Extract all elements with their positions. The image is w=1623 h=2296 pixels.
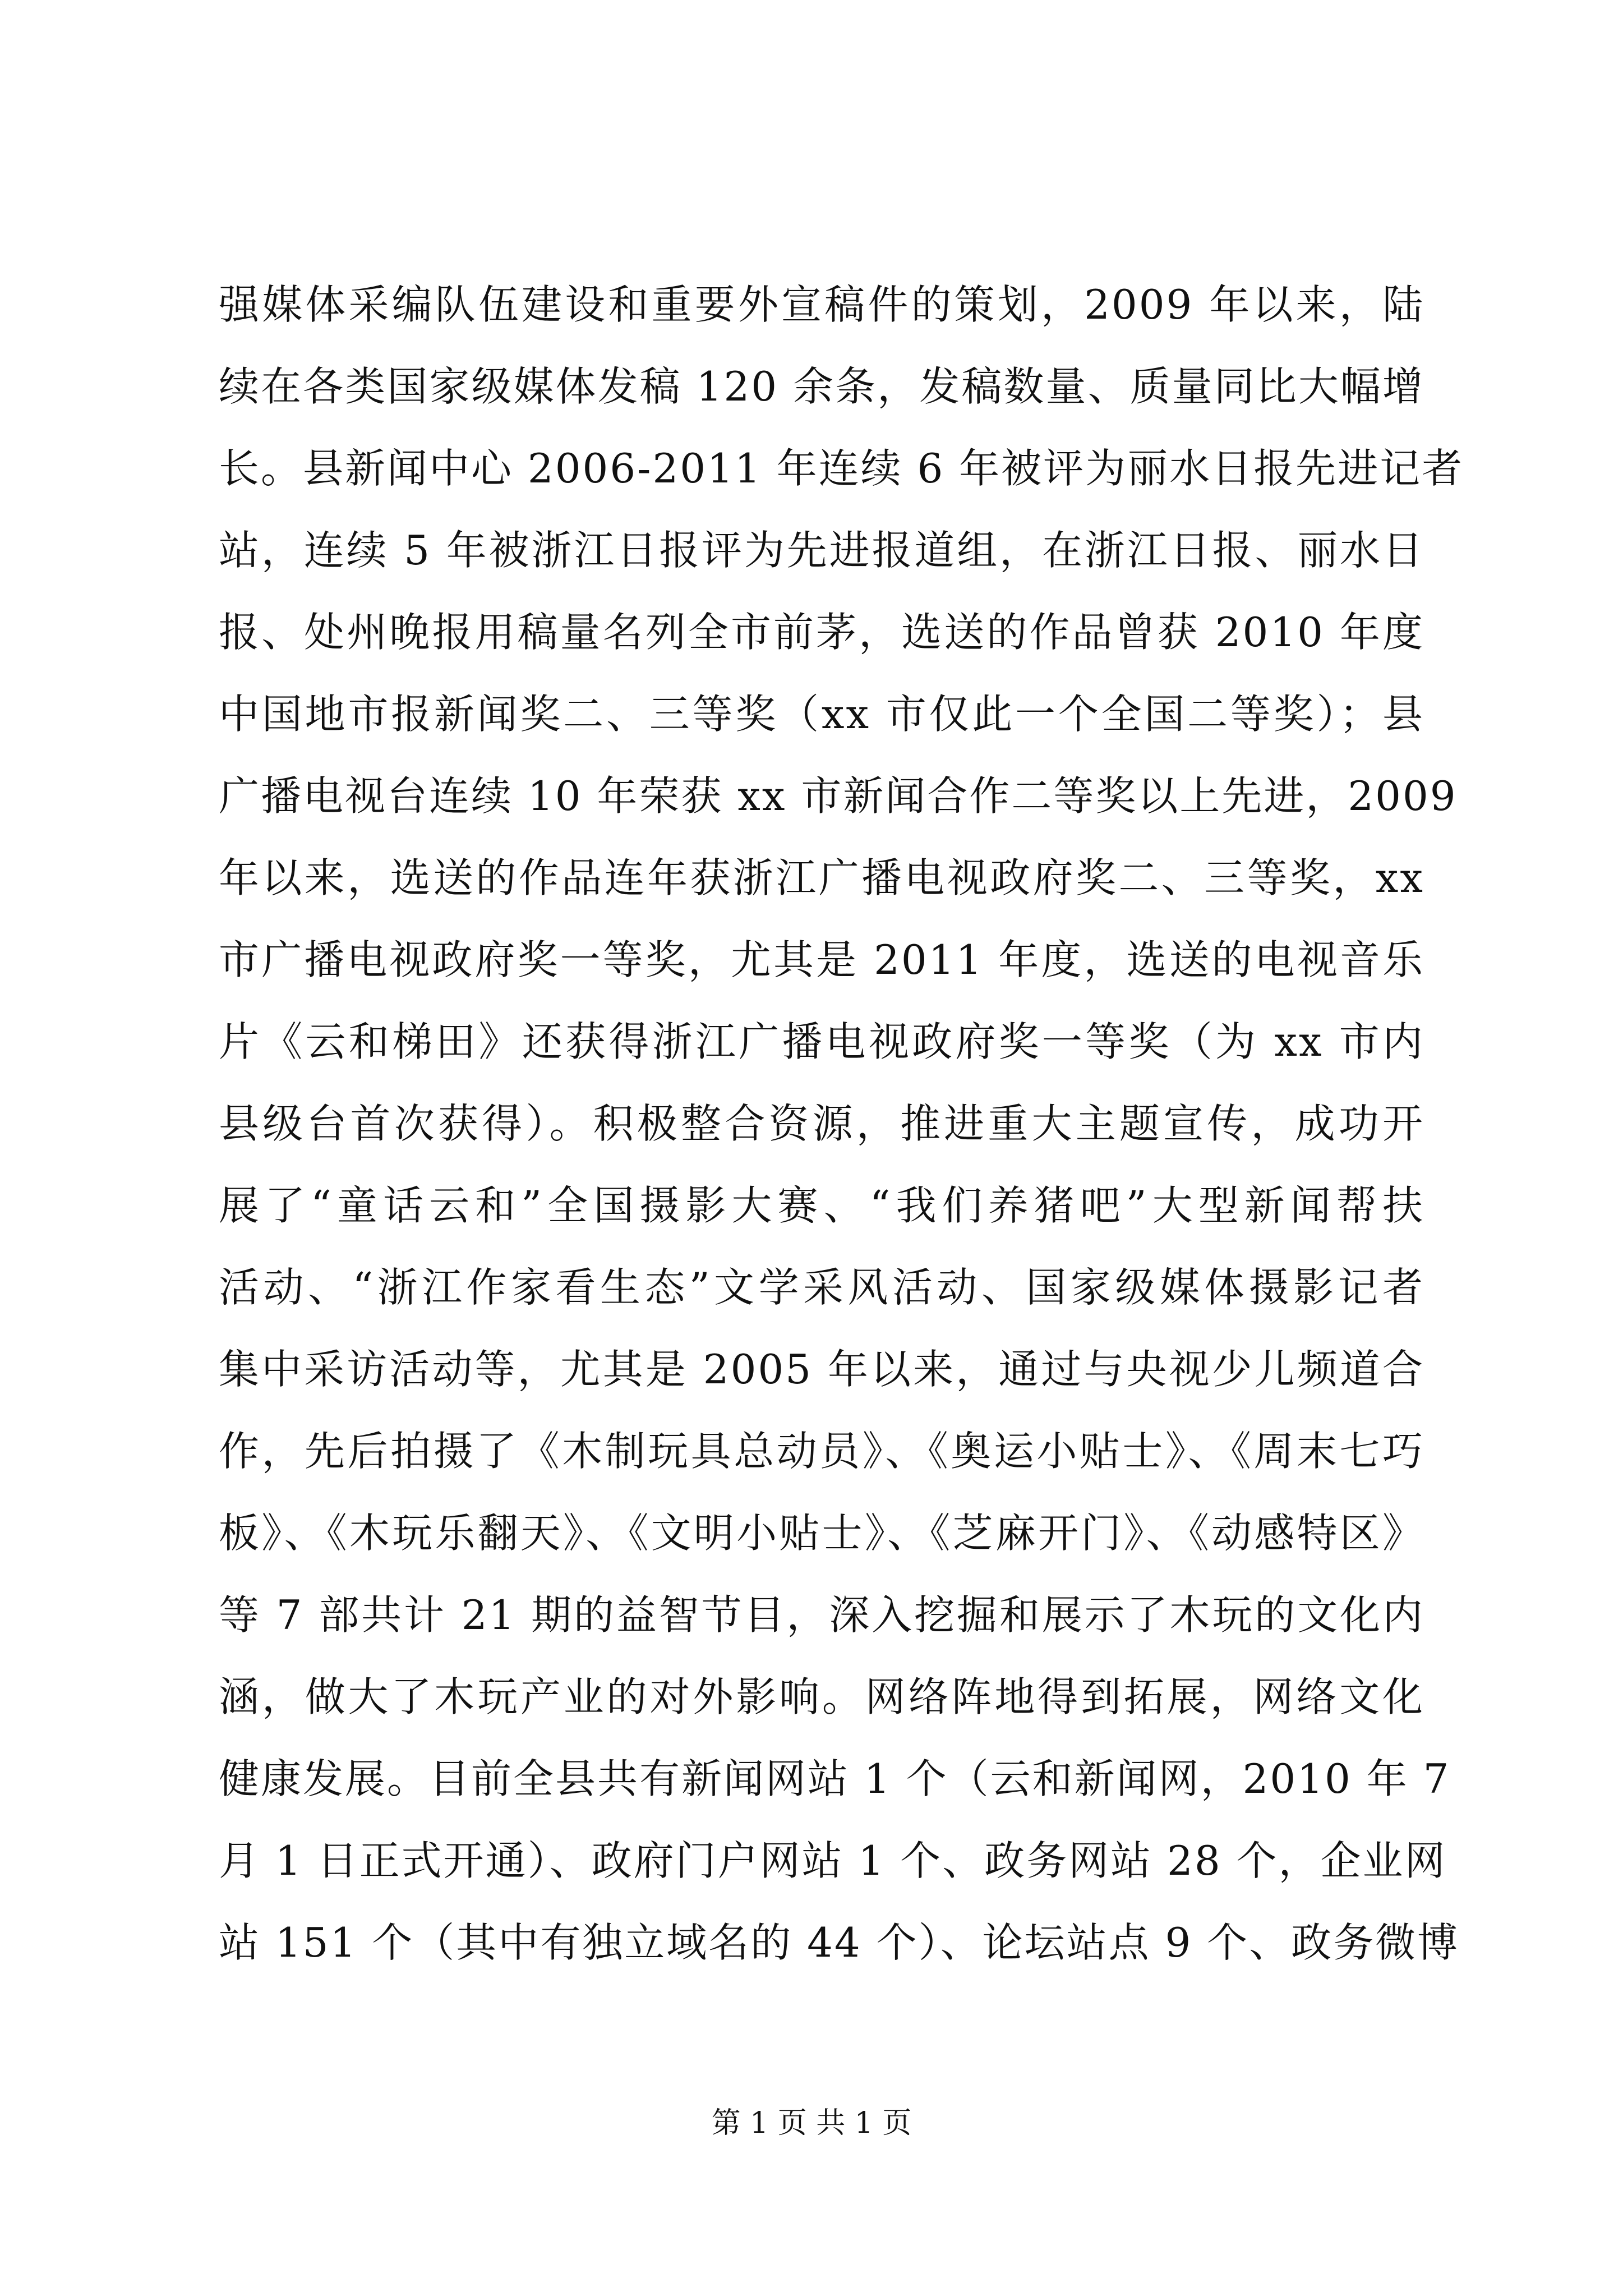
text-line: 月 1 日正式开通）、政府门户网站 1 个、政务网站 28 个，企业网 bbox=[219, 1837, 1447, 1884]
text-line: 续在各类国家级媒体发稿 120 余条，发稿数量、质量同比大幅增 bbox=[219, 363, 1424, 410]
text-line: 等 7 部共计 21 期的益智节目，深入挖掘和展示了木玩的文化内 bbox=[219, 1591, 1424, 1639]
text-line: 报、处州晚报用稿量名列全市前茅，选送的作品曾获 2010 年度 bbox=[219, 609, 1424, 656]
text-line: 集中采访活动等，尤其是 2005 年以来，通过与央视少儿频道合 bbox=[219, 1346, 1424, 1393]
text-line: 市广播电视政府奖一等奖，尤其是 2011 年度，选送的电视音乐 bbox=[219, 936, 1424, 983]
body-paragraph bbox=[219, 264, 1464, 1984]
text-line: 长。县新闻中心 2006-2011 年连续 6 年被评为丽水日报先进记者 bbox=[219, 445, 1464, 492]
text-line: 广播电视台连续 10 年荣获 xx 市新闻合作二等奖以上先进，2009 bbox=[219, 772, 1458, 820]
text-line: 中国地市报新闻奖二、三等奖（xx 市仅此一个全国二等奖）；县 bbox=[219, 691, 1424, 738]
text-line: 作，先后拍摄了《木制玩具总动员》、《奥运小贴士》、《周末七巧 bbox=[219, 1428, 1424, 1475]
text-line: 板》、《木玩乐翻天》、《文明小贴士》、《芝麻开门》、《动感特区》 bbox=[219, 1510, 1424, 1557]
text-line: 活动、“浙江作家看生态”文学采风活动、国家级媒体摄影记者 bbox=[219, 1264, 1424, 1311]
text-line: 县级台首次获得）。积极整合资源，推进重大主题宣传，成功开 bbox=[219, 1100, 1424, 1147]
text-line: 站 151 个（其中有独立域名的 44 个）、论坛站点 9 个、政务微博 bbox=[219, 1919, 1460, 1966]
text-line: 年以来，选送的作品连年获浙江广播电视政府奖二、三等奖，xx bbox=[219, 854, 1424, 901]
text-line: 展了“童话云和”全国摄影大赛、“我们养猪吧”大型新闻帮扶 bbox=[219, 1182, 1424, 1229]
page-footer bbox=[0, 2104, 1623, 2143]
page-number-label: 第 1 页 共 1 页 bbox=[711, 2106, 912, 2140]
text-line: 片《云和梯田》还获得浙江广播电视政府奖一等奖（为 xx 市内 bbox=[219, 1018, 1424, 1065]
text-line: 涵，做大了木玩产业的对外影响。网络阵地得到拓展，网络文化 bbox=[219, 1673, 1424, 1720]
text-line: 强媒体采编队伍建设和重要外宣稿件的策划，2009 年以来，陆 bbox=[219, 281, 1424, 328]
text-line: 站，连续 5 年被浙江日报评为先进报道组，在浙江日报、丽水日 bbox=[219, 527, 1424, 574]
text-line: 健康发展。目前全县共有新闻网站 1 个（云和新闻网，2010 年 7 bbox=[219, 1755, 1451, 1802]
